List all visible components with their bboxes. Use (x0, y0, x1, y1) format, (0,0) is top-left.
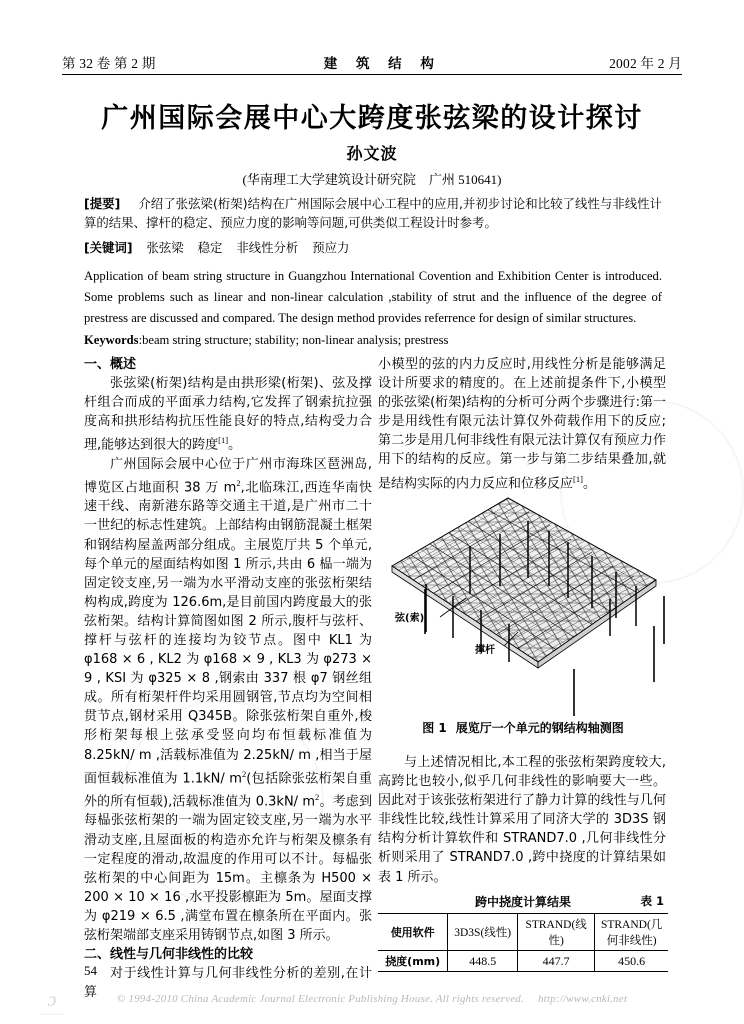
copyright-footer (0, 993, 744, 1005)
affiliation: (华南理工大学建筑设计研究院 广州 510641) (242, 172, 502, 187)
keyword-item: 稳定 (197, 240, 223, 255)
header-rule (62, 74, 682, 75)
abstract-text: 介绍了张弦梁(桁架)结构在广州国际会展中心工程中的应用,并初步讨论和比较了线性与非线性计算的结果、撑杆的稳定、预应力度的影响等问题,可供类似工程设计时参考。 (84, 196, 663, 230)
abstract-label: [提要] (84, 196, 121, 211)
table-header-row (378, 914, 668, 951)
keywords-en-text: :beam string structure; stability; non-linear analysis; prestress (138, 333, 449, 347)
keywords-en (84, 331, 662, 350)
table-header-cell: STRAND(几何非线性) (595, 914, 668, 951)
figure-label-strut: 撑杆 (475, 645, 495, 656)
paragraph-text: 张弦梁(桁架)结构是由拱形梁(桁架)、弦及撑杆组合而成的平面承力结构,它发挥了钢索抗拉强度高和拱形结构抗压性能良好的特点,结构受力合理,能够达到很大的跨度 (84, 376, 372, 453)
cnki-logo-glyph: ɔ (47, 989, 57, 1011)
copyright-text: © 1994-2010 China Academic Journal Electronic Publishing House. All rights reserved. (116, 993, 524, 1005)
figure-1 (378, 486, 668, 718)
page-number: 54 (84, 963, 97, 978)
author-name: 孙文波 (346, 146, 398, 163)
table-row-label: 挠度(mm) (378, 951, 448, 972)
abstract-zh (84, 194, 662, 232)
figure-caption (378, 719, 668, 736)
running-head (62, 52, 682, 72)
paragraph (84, 374, 372, 455)
paragraph: 与上述情况相比,本工程的张弦桁架跨度较大,高跨比也较小,似乎几何非线性的影响要大一些。因此对于该张弦桁架进行了静力计算的线性与几何非线性比较,线性计算采用了同济大学的 3D3S 钢结构分析计算软件和 STRAND7.0 ,几何非线性分析则采用了 STRAND7.0 ,跨中挠度的计算结果如表 1 所示。 (378, 755, 666, 885)
table-header-cell: 3D3S(线性) (448, 914, 518, 951)
table-1-wrapper (378, 893, 668, 972)
keyword-item: 非线性分析 (236, 240, 299, 255)
paragraph-text: ,北临珠江,西连华南快速干线、南新港东路等交通主干道,是广州市二十一世纪的标志性建筑。上部结构由钢筋混凝土框架和钢结构屋盖两部分组成。主展览厅共 5 个单元,每个单元的屋面结构如图 1 所示,共由 6 榀一端为固定铰支座,另一端为水平滑动支座的张弦桁架结构构成,跨度为 126.6m,是目前国内跨度最大的张弦桁架。结构计算简图如图 2 所示,腹杆与弦杆、撑杆与弦杆的连接均为铰节点。图中 KL1 为 φ168 × 6 , KL2 为 φ168 × 9 , KL3 为 φ273 × 9 , KSI 为 φ325 × 8 ,钢索由 337 根 φ7 钢丝组成。所有桁架杆件均采用圆钢管,节点均为空间相贯节点,钢材采用 Q345B。除张弦桁架自重外,梭形桁架每根上弦承受竖向均布恒载标准值为 8.25kN/ m ,活载标准值为 2.25kN/ m ,相当于屋面恒载标准值为 1.1kN/ m (84, 480, 373, 786)
table-cell: 448.5 (448, 951, 518, 972)
table-cell: 450.6 (595, 951, 668, 972)
figure-label-chord: 弦(索) (395, 613, 425, 624)
reference-marker: [1] (573, 473, 583, 484)
deflection-results-table (378, 913, 668, 972)
body-column-left (84, 355, 372, 1002)
table-title (378, 893, 668, 910)
paragraph (378, 355, 666, 493)
superscript: 2 (236, 477, 241, 488)
paragraph-text: (包括除张弦桁架自重外的所有恒载),活载标准值为 0.3kN/ m (84, 770, 372, 810)
figure-caption-text: 展览厅一个单元的钢结构轴测图 (455, 721, 624, 735)
journal-name: 建 筑 结 构 (323, 56, 441, 72)
table-title-text: 跨中挠度计算结果 (474, 895, 571, 909)
paragraph-text-end: 。 (582, 475, 596, 491)
superscript: 2 (241, 768, 247, 779)
table-header-cell: 使用软件 (378, 914, 448, 951)
paragraph-text: 小模型的弦的内力反应时,用线性分析是能够满足设计所要求的精度的。在上述前提条件下,小模型的张弦梁(桁架)结构的分析可分两个步骤进行:第一步是用线性有限元法计算仅外荷载作用下的反应;第二步是用几何非线性有限元法计算仅有预应力作用下的结构的反应。第一步与第二步结果叠加,就是结构实际的内力反应和位移反应 (378, 357, 666, 491)
superscript: 2 (315, 792, 320, 803)
keyword-item: 预应力 (312, 240, 350, 255)
paragraph-text: 广州国际会展中心位于广州市海珠区琶洲岛,博览区占地面积 38 万 m (84, 456, 372, 496)
keywords-label: [关键词] (84, 240, 133, 255)
volume-issue: 第 32 卷 第 2 期 (62, 56, 156, 71)
body-column-right-bottom (378, 753, 666, 887)
section-heading-1: 一、概述 (84, 357, 137, 372)
keyword-item: 张弦梁 (146, 240, 184, 255)
body-column-right-top (378, 355, 666, 493)
cnki-url[interactable]: http://www.cnki.net (537, 993, 628, 1005)
paragraph (84, 455, 372, 945)
table-cell: 447.7 (518, 951, 595, 972)
abstract-en: Application of beam string structure in Guangzhou International Covention and Exhibition Center is introduced. Some problems such as linear and non-linear calculation ,stability of strut and the influence of the degree of prestress are discussed and compared. The design method provides referrence for design of similar structures. (84, 269, 662, 325)
reference-marker: [1] (218, 435, 229, 446)
figure-number: 图 1 (422, 721, 447, 735)
axonometric-steel-structure-diagram (378, 486, 668, 718)
page-title: 广州国际会展中心大跨度张弦梁的设计探讨 (101, 103, 643, 134)
keywords-zh (84, 238, 662, 257)
keywords-en-label: Keywords (84, 333, 139, 347)
cnki-logo-sub: www.cnki.net (41, 1012, 63, 1016)
table-number: 表 1 (640, 894, 664, 908)
paragraph: 对于线性计算与几何非线性分析的差别,在计算 (84, 966, 372, 1001)
paragraph-text: 。考虑到每榀张弦桁架的一端为固定铰支座,另一端为水平滑动支座,且屋面板的构造亦允许与桁架及檩条有一定程度的滑动,故温度的作用可以不计。每榀张弦桁架的中心间距为 15m。主檩条为 H500 × 200 × 10 × 16 ,水平投影檩距为 5m。屋面支撑为 φ219 × 6.5 ,满堂布置在檩条所在平面内。张弦桁架端部支座采用铸钢节点,如图 3 所示。 (84, 794, 372, 944)
section-heading-2: 二、线性与几何非线性的比较 (84, 947, 254, 963)
paragraph-text-end: 。 (228, 437, 242, 453)
table-header-cell: STRAND(线性) (518, 914, 595, 951)
table-row (378, 951, 668, 972)
issue-date: 2002 年 2 月 (609, 56, 682, 71)
